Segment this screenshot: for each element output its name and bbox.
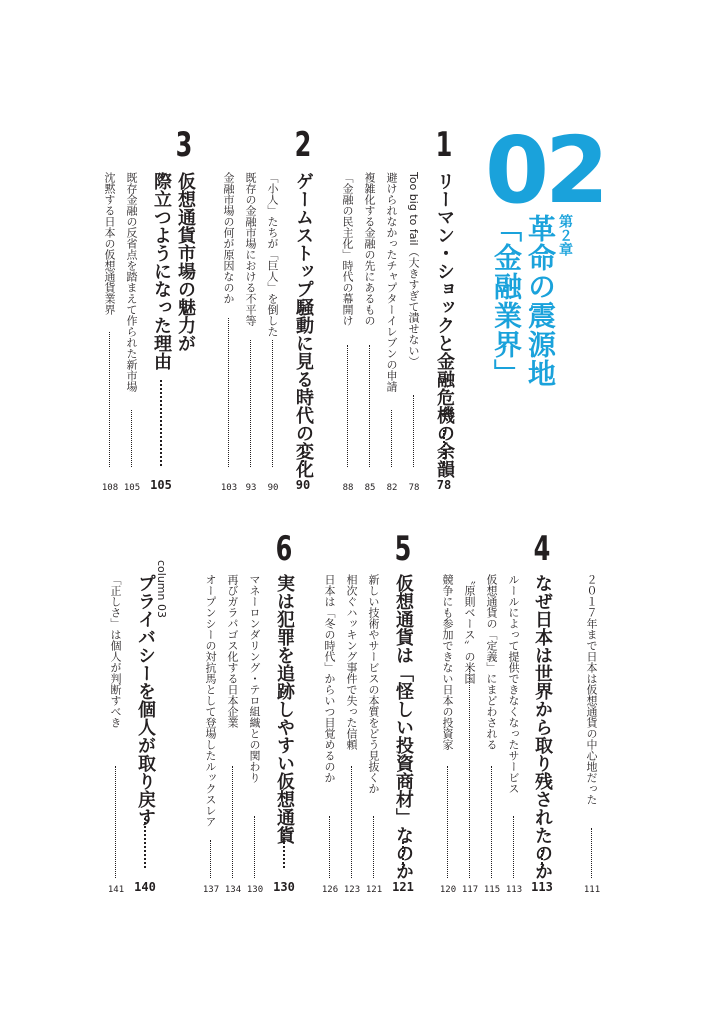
- leader-dots: [272, 340, 273, 467]
- column-title: プライバシーを個人が取り戻す: [135, 574, 156, 826]
- item-page: 85: [364, 483, 376, 493]
- toc-item: 再びガラパゴス化する日本企業: [226, 574, 239, 728]
- section-page: 140: [134, 880, 156, 894]
- section-title: 仮想通貨は「怪しい投資商材」なのか: [393, 574, 414, 880]
- toc-item: 沈黙する日本の仮想通貨業界: [103, 172, 116, 315]
- toc-item: Too big to fail（大きすぎて潰せない）: [407, 172, 420, 367]
- item-page: 123: [343, 885, 361, 895]
- item-page: 115: [483, 885, 501, 895]
- leader-dots: [254, 816, 255, 878]
- leader-dots: [250, 340, 251, 467]
- chapter-title-line2: 「金融業界」: [490, 214, 523, 388]
- toc-item: 新しい技術やサービスの本質をどう見抜くか: [367, 574, 380, 794]
- section-number: 3: [175, 125, 193, 165]
- toc-item: ルールによって提供できなくなったサービス: [507, 574, 520, 794]
- toc-item: 「金融の民主化」時代の幕開け: [341, 172, 354, 326]
- leader-dots: [391, 410, 392, 467]
- item-page: 111: [583, 885, 601, 895]
- section-number: 2: [294, 125, 312, 165]
- toc-item: 複雑化する金融の先にあるもの: [363, 172, 376, 326]
- section-title-line1: 仮想通貨市場の魅力が: [175, 172, 196, 352]
- section-number: 5: [394, 529, 412, 569]
- leader-dots: [228, 318, 229, 467]
- section-title-line2: 際立つようになった理由: [151, 172, 172, 370]
- item-page: 78: [408, 483, 420, 493]
- leader-dots: [373, 816, 374, 878]
- item-page: 82: [386, 483, 398, 493]
- item-page: 121: [365, 885, 383, 895]
- column-label: column 03: [155, 560, 168, 618]
- section-page: 78: [436, 478, 452, 492]
- section-number: 4: [533, 529, 551, 569]
- toc-item: 「正しさ」は個人が判断すべき: [109, 574, 122, 728]
- item-page: 105: [123, 483, 141, 493]
- toc-item: 〝原則ベース〟の米国: [463, 574, 476, 684]
- section-title: 実は犯罪を追跡しやすい仮想通貨: [274, 574, 295, 844]
- toc-item: 「小人」たちが「巨人」を倒した: [266, 172, 279, 337]
- item-page: 126: [321, 885, 339, 895]
- item-page: 103: [220, 483, 238, 493]
- leader-dots: [447, 766, 448, 878]
- leader-dots: [491, 766, 492, 878]
- leader-dots: [302, 448, 304, 466]
- leader-dots: [329, 816, 330, 878]
- section-page: 105: [150, 478, 172, 492]
- leader-dots: [210, 840, 211, 878]
- toc-item: 相次ぐハッキング事件で失った信頼: [345, 574, 358, 750]
- toc-item: 日本は「冬の時代」からいつ目覚めるのか: [323, 574, 336, 783]
- section-page: 121: [392, 880, 414, 894]
- section-title: なぜ日本は世界から取り残されたのか: [532, 574, 553, 880]
- item-page: 117: [461, 885, 479, 895]
- section-page: 113: [531, 880, 553, 894]
- leader-dots: [402, 842, 404, 868]
- toc-item: ２０１７年まで日本は仮想通貨の中心地だった: [585, 574, 598, 805]
- leader-dots: [351, 766, 352, 878]
- toc-item: 仮想通貨の「定義」にまどわされる: [485, 574, 498, 750]
- item-page: 141: [107, 885, 125, 895]
- leader-dots: [144, 818, 146, 868]
- leader-dots: [443, 430, 445, 466]
- chapter-number: 02: [484, 117, 606, 224]
- leader-dots: [513, 816, 514, 878]
- item-page: 130: [246, 885, 264, 895]
- item-page: 120: [439, 885, 457, 895]
- toc-item: マネーロンダリング・テロ組織との関わり: [248, 574, 261, 783]
- leader-dots: [413, 395, 414, 467]
- leader-dots: [347, 345, 348, 467]
- toc-item: 避けられなかったチャプターイレブンの申請: [385, 172, 398, 392]
- leader-dots: [109, 332, 110, 467]
- section-title: ゲームストップ騒動に見る時代の変化: [293, 172, 314, 478]
- section-title: リーマン・ショックと金融危機の余韻: [434, 172, 455, 478]
- leader-dots: [131, 410, 132, 467]
- toc-item: 競争にも参加できない日本の投資家: [441, 574, 454, 750]
- item-page: 137: [202, 885, 220, 895]
- toc-item: オープンシーの対抗馬として登場したルックスレア: [204, 574, 217, 827]
- toc-item: 金融市場の何が原因なのか: [222, 172, 235, 304]
- leader-dots: [591, 828, 592, 878]
- toc-item: 既存金融の反省点を踏まえて作られた新市場: [125, 172, 138, 392]
- leader-dots: [369, 345, 370, 467]
- section-page: 130: [273, 880, 295, 894]
- leader-dots: [469, 666, 470, 878]
- item-page: 93: [245, 483, 257, 493]
- toc-item: 既存の金融市場における不平等: [244, 172, 257, 326]
- item-page: 88: [342, 483, 354, 493]
- section-number: 6: [275, 529, 293, 569]
- item-page: 134: [224, 885, 242, 895]
- leader-dots: [232, 766, 233, 878]
- item-page: 108: [101, 483, 119, 493]
- chapter-title-line1: 革命の震源地: [524, 214, 557, 388]
- item-page: 90: [267, 483, 279, 493]
- chapter-label: 第２章: [557, 214, 573, 256]
- leader-dots: [541, 850, 543, 868]
- leader-dots: [115, 766, 116, 878]
- leader-dots: [160, 380, 162, 466]
- leader-dots: [283, 830, 285, 868]
- item-page: 113: [505, 885, 523, 895]
- section-number: 1: [435, 125, 453, 165]
- section-page: 90: [295, 478, 311, 492]
